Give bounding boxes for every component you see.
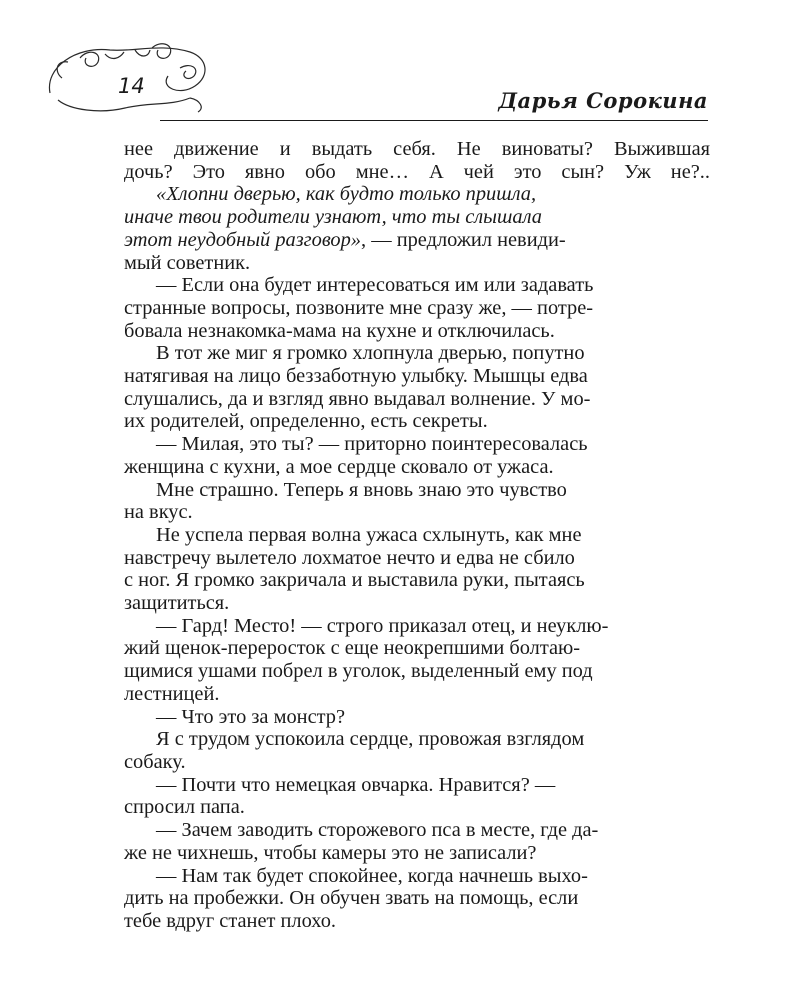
page-number: 14 (118, 74, 145, 98)
paragraph: — Почти что немецкая овчарка. Нравится? — спросил папа. (124, 773, 556, 819)
paragraph: — Нам так будет спокойнее, когда начнешь выхо- дить на пробежки. Он обучен звать на помощь, если тебе вдруг станет плохо. (124, 864, 588, 932)
paragraph: — Что это за монстр? (156, 705, 346, 728)
paragraph: В тот же миг я громко хлопнула дверью, попутно натягивая на лицо беззаботную улыбку. Мышцы едва слушались, да и взгляд явно выдавал волнение. У мо- их родителей, определенно, есть секреты. (124, 342, 591, 433)
paragraph: Мне страшно. Теперь я вновь знаю это чувство на вкус. (124, 478, 567, 524)
paragraph: «Хлопни дверью, как будто только пришла, иначе твои родители узнают, что ты слышала этот неудобный разговор», — предложил невиди- мый советник. (124, 183, 566, 274)
header-divider (160, 120, 708, 121)
paragraph: Не успела первая волна ужаса схлынуть, как мне навстречу вылетело лохматое нечто и едва не сбило с ног. Я громко закричала и выставила руки, пытаясь защититься. (124, 523, 585, 615)
paragraph: — Зачем заводить сторожевого пса в месте, где да- же не чихнешь, чтобы камеры это не записали? (124, 819, 599, 864)
page-header (0, 0, 800, 130)
paragraph: — Если она будет интересоваться им или задавать странные вопросы, позвоните мне сразу же, — потре- бовала незнакомка-мама на кухне и отключилась. (124, 274, 594, 342)
paragraph: нее движение и выдать себя. Не виноваты? Выжившая дочь? Это явно обо мне… А чей это сын? Уж не?.. (124, 138, 710, 183)
body-text (124, 138, 710, 933)
running-head-author: Дарья Сорокина (498, 88, 708, 113)
paragraph: — Милая, это ты? — приторно поинтересовалась женщина с кухни, а мое сердце сковало от ужаса. (124, 433, 588, 478)
paragraph: — Гард! Место! — строго приказал отец, и неуклю- жий щенок-переросток с еще неокрепшими болтаю- щимися ушами побрел в уголок, выделенный ему под лестницей. (124, 614, 609, 705)
paragraph: Я с трудом успокоила сердце, провожая взглядом собаку. (124, 728, 585, 773)
